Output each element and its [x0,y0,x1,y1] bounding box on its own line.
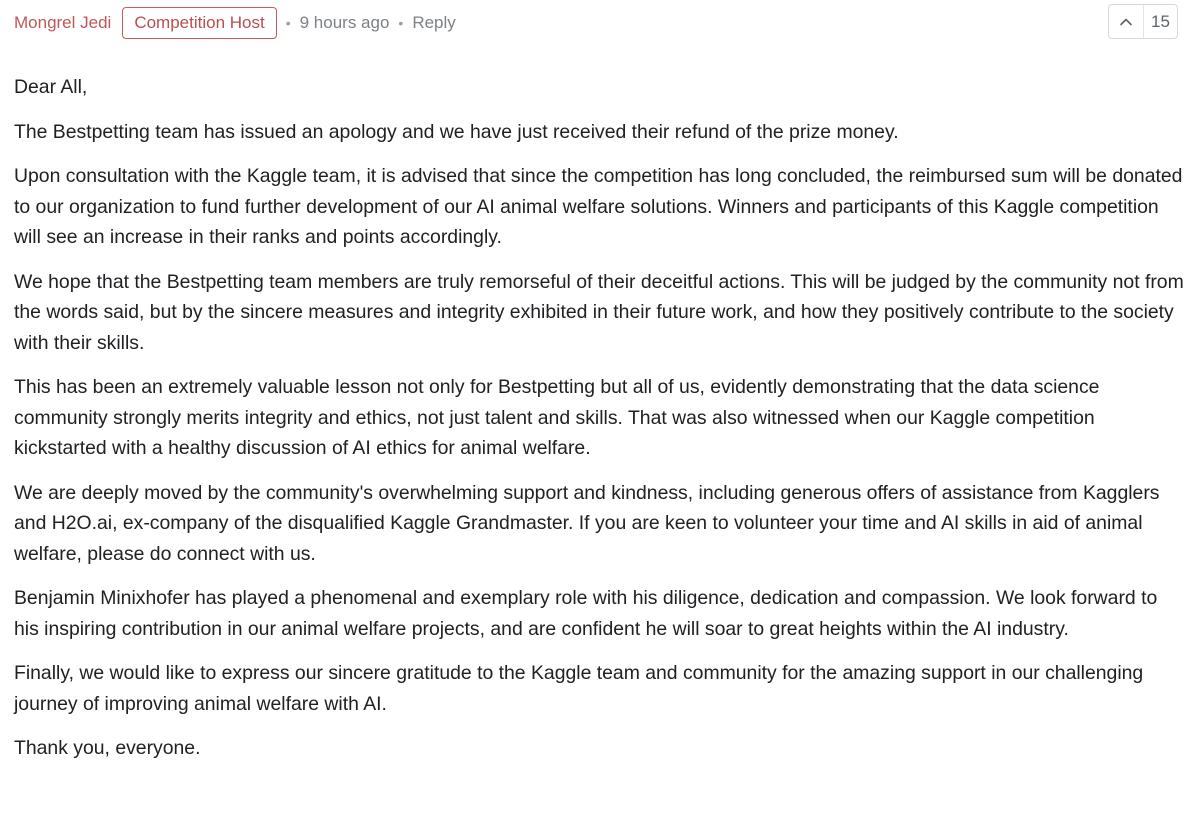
vote-widget [1108,4,1178,39]
chevron-up-icon [1118,14,1134,30]
separator-dot: • [398,15,404,31]
paragraph-signoff: Thank you, everyone. [14,737,201,759]
paragraph: This has been an extremely valuable lesson not only for Bestpetting but all of us, evidently demonstrating that the data science community strongly merits integrity and ethics, not just talent and skills. That was also witnessed when our Kaggle competition kickstarted with a healthy discussion of AI ethics for animal welfare. [14,376,1100,459]
paragraph: We hope that the Bestpetting team members are truly remorseful of their deceitful actions. This will be judged by the community not from the words said, but by the sincere measures and integrity exhibited in their future work, and how they positively contribute to the society with their skills. [14,270,1184,354]
upvote-button[interactable] [1109,5,1144,38]
paragraph: Benjamin Minixhofer has played a phenomenal and exemplary role with his diligence, dedication and compassion. We look forward to his inspiring contribution in our animal welfare projects, and are confident he will soar to great heights within the AI industry. [14,587,1158,640]
timestamp: 9 hours ago [299,13,390,32]
paragraph-greeting: Dear All, [14,76,88,98]
paragraph: We are deeply moved by the community's overwhelming support and kindness, including generous offers of assistance from Kagglers and H2O.ai, ex-company of the disqualified Kaggle Grandmaster. If you are keen to volunteer your time and AI skills in aid of animal welfare, please do connect with us. [14,481,1160,565]
competition-host-badge: Competition Host [122,7,276,39]
vote-count: 15 [1151,11,1170,31]
author-name-link[interactable]: Mongrel Jedi [14,13,112,32]
paragraph: Finally, we would like to express our sincere gratitude to the Kaggle team and community for the amazing support in our challenging journey of improving animal welfare with AI. [14,662,1144,715]
comment-body [14,72,1186,778]
reply-button[interactable]: Reply [412,13,456,32]
paragraph: The Bestpetting team has issued an apology and we have just received their refund of the prize money. [14,120,899,143]
separator-dot: • [285,15,291,31]
comment-header [14,6,456,40]
paragraph: Upon consultation with the Kaggle team, it is advised that since the competition has long concluded, the reimbursed sum will be donated to our organization to fund further development of our AI animal welfare solutions. Winners and participants of this Kaggle competition will see an increase in their ranks and points accordingly. [14,165,1183,248]
